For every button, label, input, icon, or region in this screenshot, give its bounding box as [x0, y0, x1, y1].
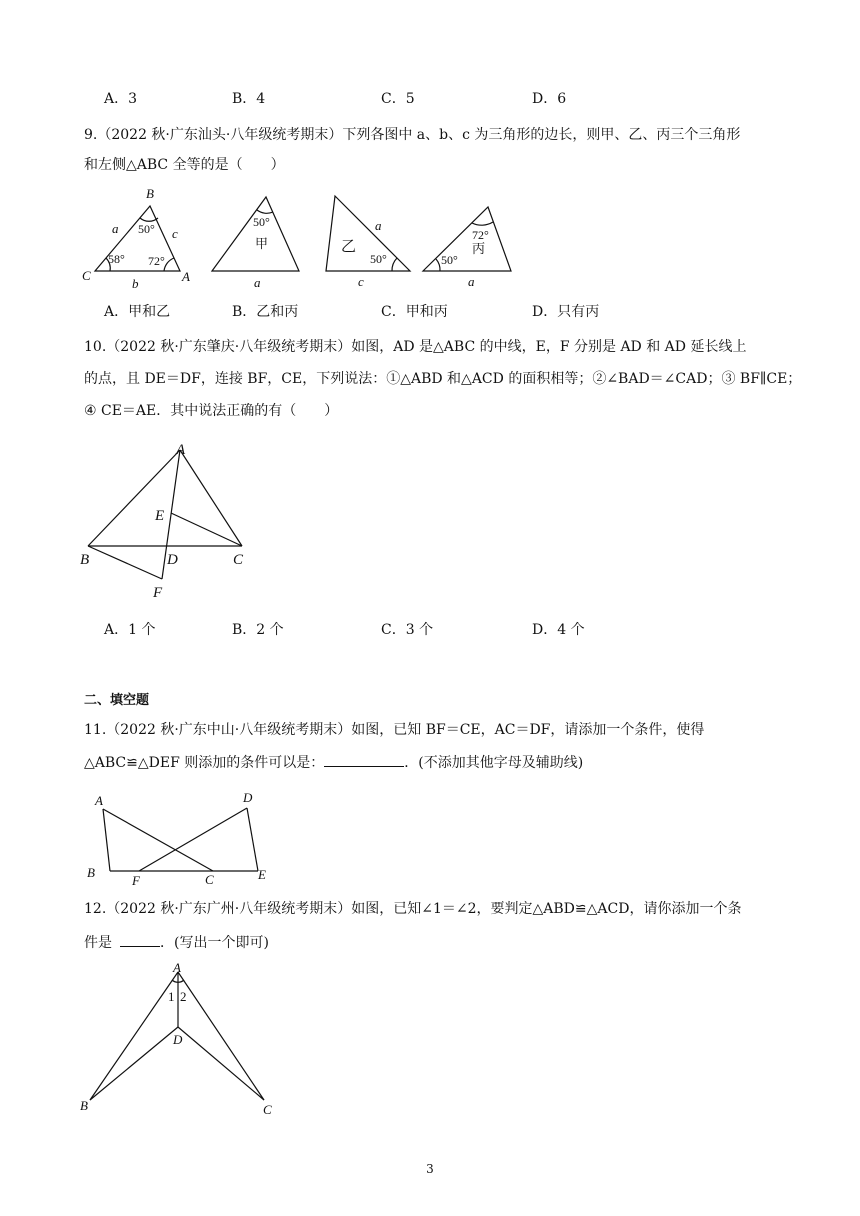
q11-figure [80, 784, 280, 886]
q9-stem-line2: 和左侧△ABC 全等的是（ ） [84, 157, 285, 173]
q10-label-f: F [153, 585, 163, 601]
q10-option-b: B．2 个 [232, 622, 284, 638]
q12-label-c: C [263, 1102, 272, 1117]
page-number: 3 [426, 1162, 434, 1176]
abc-label-a: A [182, 269, 190, 284]
q8-option-b: B．4 [232, 91, 266, 107]
q9-option-a: A．甲和乙 [104, 304, 171, 320]
q11-label-c: C [205, 872, 214, 886]
bing-side: a [468, 274, 475, 289]
q8-option-a: A．3 [104, 91, 138, 107]
yi-side-a: a [375, 218, 382, 233]
q9-stem-line1: 9.（2022 秋·广东汕头·八年级统考期末）下列各图中 a、b、c 为三角形的边长，则甲、乙、丙三个三角形 [84, 127, 741, 143]
q12-answer-blank[interactable] [120, 932, 160, 947]
abc-label-b: B [146, 186, 154, 201]
q12-label-d: D [173, 1032, 183, 1047]
section-title-fill-in: 二、填空题 [84, 693, 150, 708]
q9-option-c: C．甲和丙 [381, 304, 448, 320]
abc-label-c: C [82, 268, 91, 283]
q12-stem-part2: ．(写出一个即可) [160, 935, 269, 951]
q11-label-a: A [95, 793, 103, 808]
abc-angle-a: 72° [148, 254, 165, 268]
q10-figure [70, 436, 270, 606]
q10-stem-line3: ④ CE＝AE．其中说法正确的有（ ） [84, 403, 339, 419]
q11-label-b: B [87, 865, 95, 880]
jia-side: a [254, 275, 261, 290]
q10-label-a: A [176, 442, 186, 458]
jia-name: 甲 [255, 236, 269, 251]
q10-stem-line2: 的点，且 DE＝DF，连接 BF，CE，下列说法：①△ABD 和△ACD 的面积相等；②∠BAD＝∠CAD；③ BF∥CE； [84, 371, 802, 387]
q10-option-d: D．4 个 [532, 622, 585, 638]
q9-figure [70, 180, 530, 290]
bing-angle-top: 72° [472, 228, 489, 242]
q12-stem-line2 [84, 932, 269, 954]
q11-label-e: E [258, 867, 266, 882]
q10-label-e: E [155, 508, 165, 524]
q8-option-c: C．5 [381, 91, 415, 107]
q10-label-d: D [167, 552, 178, 568]
q12-angle-1: 1 [168, 989, 175, 1004]
q10-label-c: C [233, 552, 244, 568]
q12-figure [70, 958, 290, 1123]
q12-angle-2: 2 [180, 989, 187, 1004]
q10-label-b: B [80, 552, 90, 568]
q11-stem-part2: ．(不添加其他字母及辅助线) [404, 755, 584, 771]
bing-name: 丙 [472, 241, 486, 256]
q12-stem-line1: 12.（2022 秋·广东广州·八年级统考期末）如图，已知∠1＝∠2，要判定△ABD≌△ACD，请你添加一个条 [84, 901, 742, 917]
q10-option-a: A．1 个 [104, 622, 156, 638]
yi-angle: 50° [370, 252, 387, 266]
q11-label-d: D [243, 790, 253, 805]
q12-stem-part1: 件是 [84, 935, 112, 951]
q11-stem-line1: 11.（2022 秋·广东中山·八年级统考期末）如图，已知 BF＝CE，AC＝DF，请添加一个条件，使得 [84, 722, 705, 738]
abc-side-b: b [132, 276, 139, 290]
q9-option-b: B．乙和丙 [232, 304, 299, 320]
q12-label-a: A [173, 960, 181, 975]
q12-label-b: B [80, 1098, 88, 1113]
q10-option-c: C．3 个 [381, 622, 434, 638]
abc-side-a: a [112, 221, 119, 236]
jia-angle: 50° [253, 215, 270, 229]
abc-angle-b: 50° [138, 222, 155, 236]
bing-angle-left: 50° [441, 253, 458, 267]
q11-stem-line2 [84, 752, 583, 774]
q11-answer-blank[interactable] [324, 752, 404, 767]
yi-name: 乙 [341, 239, 357, 255]
abc-angle-c: 58° [108, 252, 125, 266]
q11-label-f: F [132, 873, 140, 886]
abc-side-c: c [172, 226, 178, 241]
q10-stem-line1: 10.（2022 秋·广东肇庆·八年级统考期末）如图，AD 是△ABC 的中线，E，F 分别是 AD 和 AD 延长线上 [84, 339, 747, 355]
q8-option-d: D．6 [532, 91, 567, 107]
q11-stem-part1: △ABC≌△DEF 则添加的条件可以是： [84, 755, 325, 771]
yi-side-c: c [358, 274, 364, 289]
q9-option-d: D．只有丙 [532, 304, 600, 320]
